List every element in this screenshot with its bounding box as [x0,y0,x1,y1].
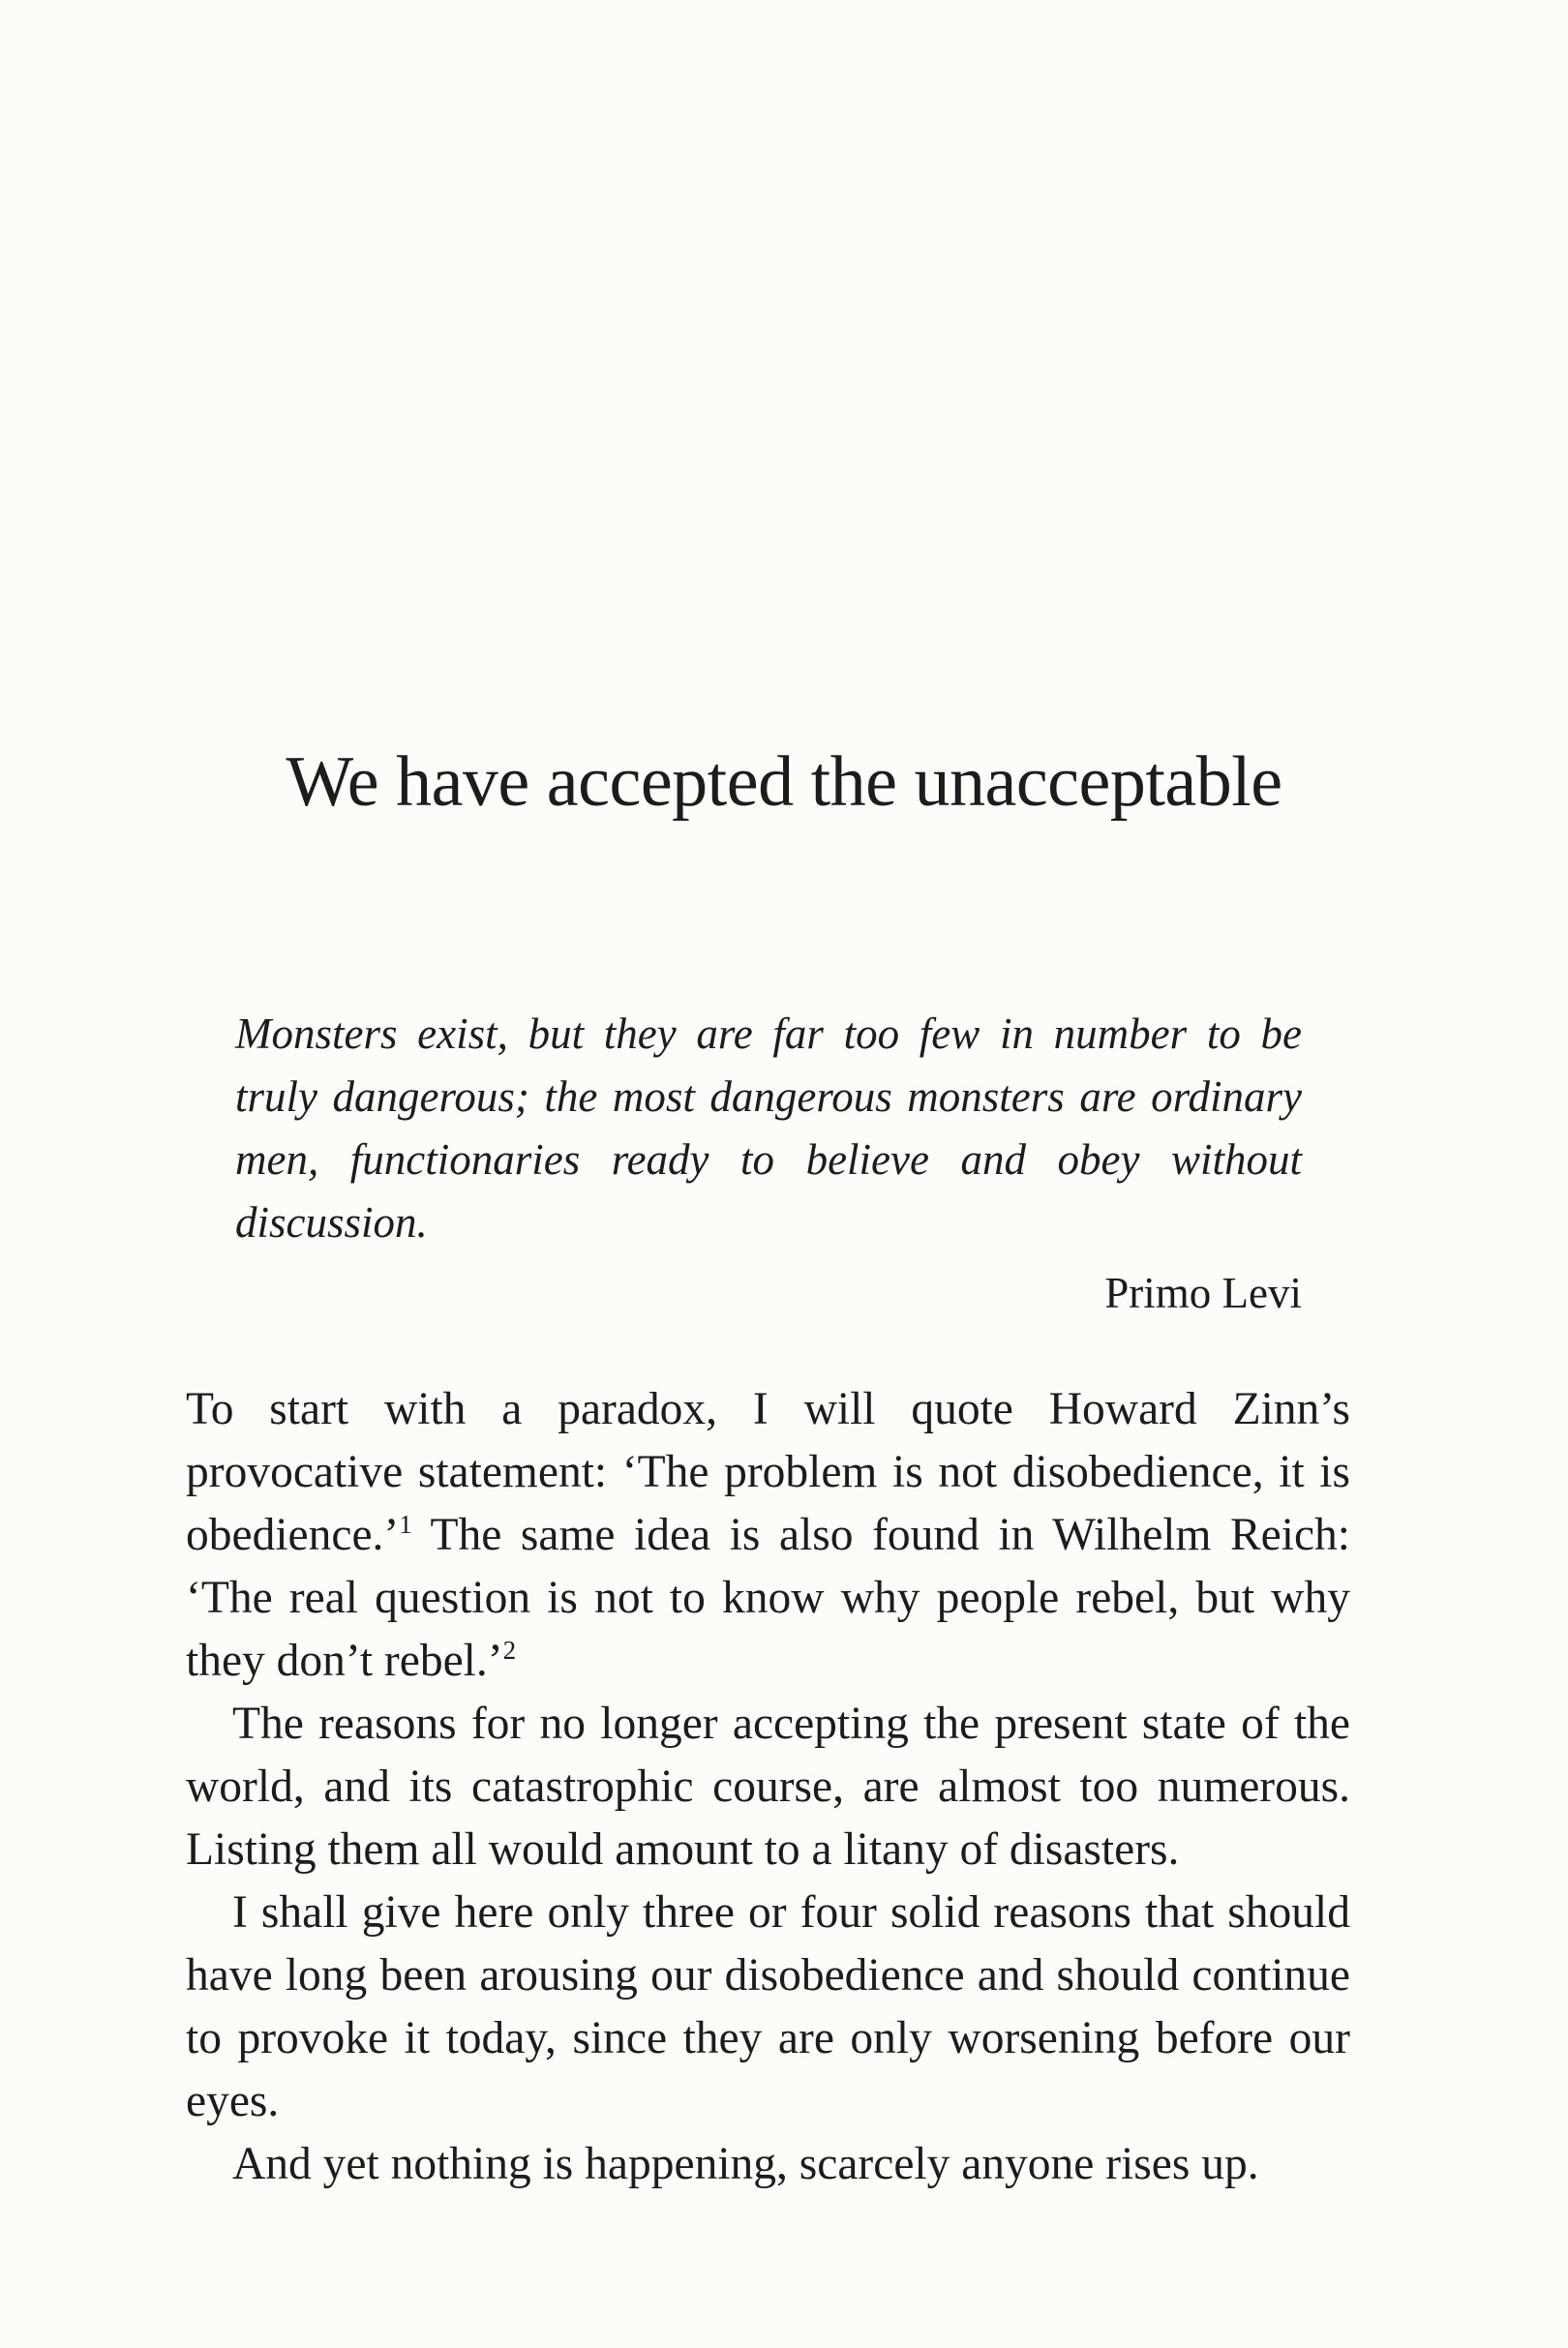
paragraph-4: And yet nothing is happening, scarcely anyone rises up. [232,2139,1259,2189]
paragraph-3: I shall give here only three or four solid reasons that should have long been arousing our disobedience and should continue to provoke it today, since they are only worsening before our eyes. [186,1887,1350,2126]
epigraph-quote: Monsters exist, but they are far too few in number to be truly dangerous; the most dangerous monsters are ordinary men, functionaries ready to believe and obey without discussion. [235,1009,1302,1247]
footnote-ref-2: 2 [502,1636,517,1666]
paragraph-1-part-1: To start with a paradox, I will quote Howard Zinn’s provocative statement: ‘The problem is not disobedience, it is obedience.’ [186,1384,1350,1560]
chapter-title: We have accepted the unacceptable [286,742,1282,822]
paragraph-1-part-2: The same idea is also found in Wilhelm Reich: ‘The real question is not to know why people rebel, but why they don’t rebel.’ [186,1510,1350,1686]
paragraph-2: The reasons for no longer accepting the present state of the world, and its catastrophic course, are almost too numerous. Listing them all would amount to a litany of disasters. [186,1699,1350,1875]
body-text [186,1378,1350,2196]
footnote-ref-1: 1 [399,1510,412,1540]
paragraph-1 [186,1378,1350,1693]
epigraph-author: Primo Levi [1104,1269,1302,1317]
epigraph [235,1003,1302,1325]
